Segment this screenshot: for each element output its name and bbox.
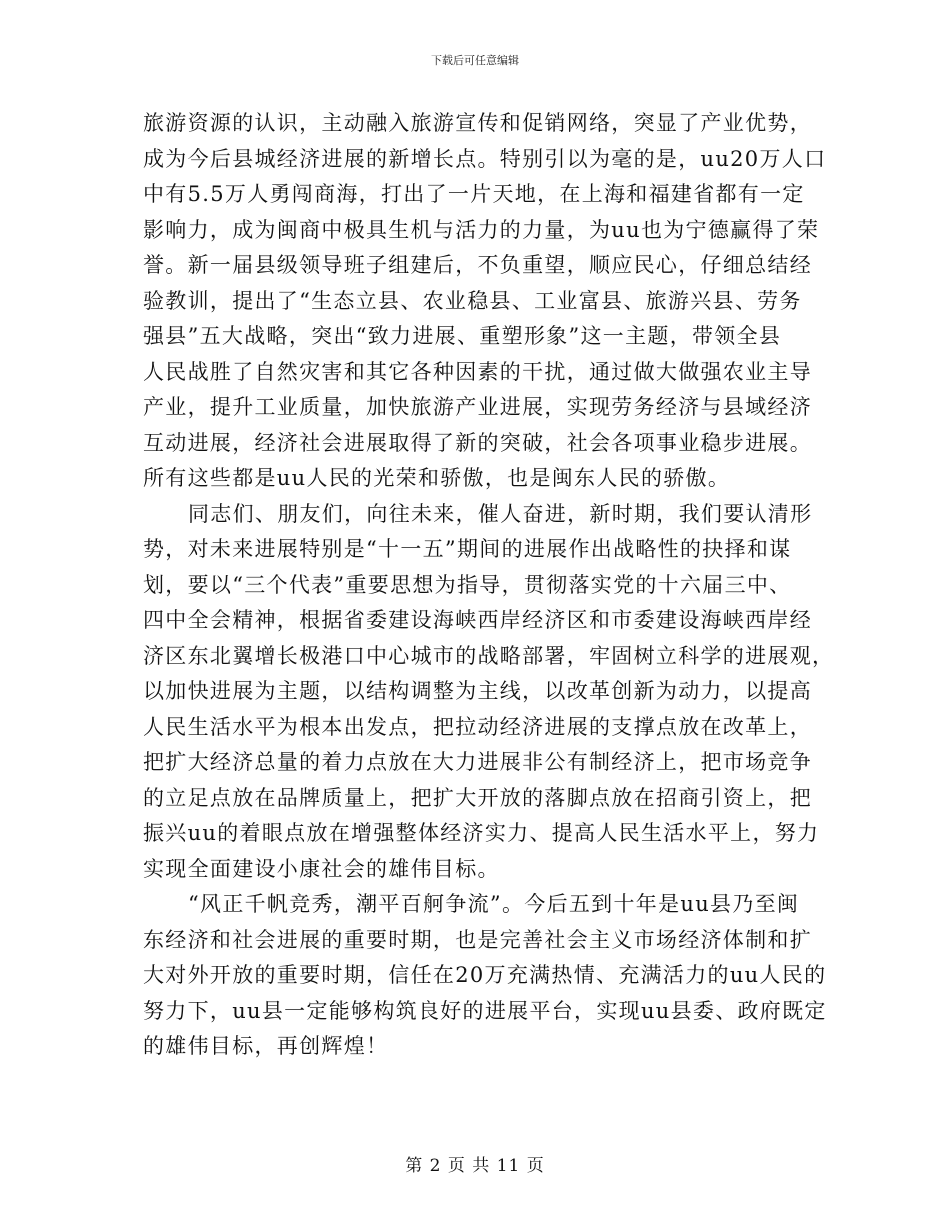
text-line: 以加快进展为主题，以结构调整为主线，以改革创新为动力，以提高 — [143, 679, 812, 703]
text-line: 势，对未来进展特别是“十一五”期间的进展作出战略性的抉择和谋 — [143, 537, 792, 561]
text-line: 同志们、朋友们，向往未来，催人奋进，新时期，我们要认清形 — [188, 501, 813, 526]
text-line: 产业，提升工业质量，加快旅游产业进展，实现劳务经济与县域经济 — [143, 395, 812, 419]
text-line: 旅游资源的认识，主动融入旅游宣传和促销网络，突显了产业优势， — [143, 111, 812, 135]
text-line: 大对外开放的重要时期，信任在20万充满热情、充满活力的uu人民的 — [143, 963, 827, 987]
text-line: 四中全会精神，根据省委建设海峡西岸经济区和市委建设海峡西岸经 — [143, 608, 812, 632]
text-line: 济区东北翼增长极港口中心城市的战略部署，牢固树立科学的进展观， — [143, 643, 835, 668]
page-header: 下载后可任意编辑 — [431, 54, 519, 67]
document-body — [143, 106, 835, 1065]
text-line: 验教训，提出了“生态立县、农业稳县、工业富县、旅游兴县、劳务 — [143, 288, 802, 313]
text-line: 实现全面建设小康社会的雄伟目标。 — [143, 856, 500, 881]
text-line: 努力下，uu县一定能够构筑良好的进展平台，实现uu县委、政府既定 — [143, 998, 827, 1023]
text-line: 把扩大经济总量的着力点放在大力进展非公有制经济上，把市场竞争 — [143, 750, 812, 774]
text-line: 所有这些都是uu人民的光荣和骄傲，也是闽东人民的骄傲。 — [143, 466, 731, 490]
text-line: 誉。新一届县级领导班子组建后，不负重望，顺应民心，仔细总结经 — [143, 253, 812, 277]
text-line: 互动进展，经济社会进展取得了新的突破，社会各项事业稳步进展。 — [143, 430, 812, 455]
text-line: 振兴uu的着眼点放在增强整体经济实力、提高人民生活水平上，努力 — [143, 821, 820, 845]
text-line: 影响力，成为闽商中极具生机与活力的力量，为uu也为宁德赢得了荣 — [143, 217, 820, 242]
text-line: 人民战胜了自然灾害和其它各种因素的干扰，通过做大做强农业主导 — [143, 359, 812, 384]
page-footer: 第 2 页 共 11 页 — [405, 1156, 545, 1176]
paragraph-3 — [143, 887, 827, 1065]
paragraph-2 — [143, 497, 835, 888]
paragraph-1 — [143, 106, 827, 497]
text-line: 的雄伟目标，再创辉煌！ — [143, 1034, 389, 1058]
text-line: 的立足点放在品牌质量上，把扩大开放的落脚点放在招商引资上，把 — [143, 785, 812, 810]
text-line: 人民生活水平为根本出发点，把拉动经济进展的支撑点放在改革上， — [143, 714, 812, 739]
text-line: 强县”五大战略，突出“致力进展、重塑形象”这一主题，带领全县 — [143, 324, 782, 348]
text-line: 成为今后县城经济进展的新增长点。特别引以为毫的是，uu20万人口 — [143, 146, 827, 171]
text-line: 划，要以“三个代表”重要思想为指导，贯彻落实党的十六届三中、 — [143, 572, 792, 597]
text-line: 东经济和社会进展的重要时期，也是完善社会主义市场经济体制和扩 — [143, 927, 812, 952]
text-line: “风正千帆竞秀，潮平百舸争流”。今后五到十年是uu县乃至闽 — [188, 892, 800, 916]
text-line: 中有5.5万人勇闯商海，打出了一片天地，在上海和福建省都有一定 — [143, 182, 805, 206]
